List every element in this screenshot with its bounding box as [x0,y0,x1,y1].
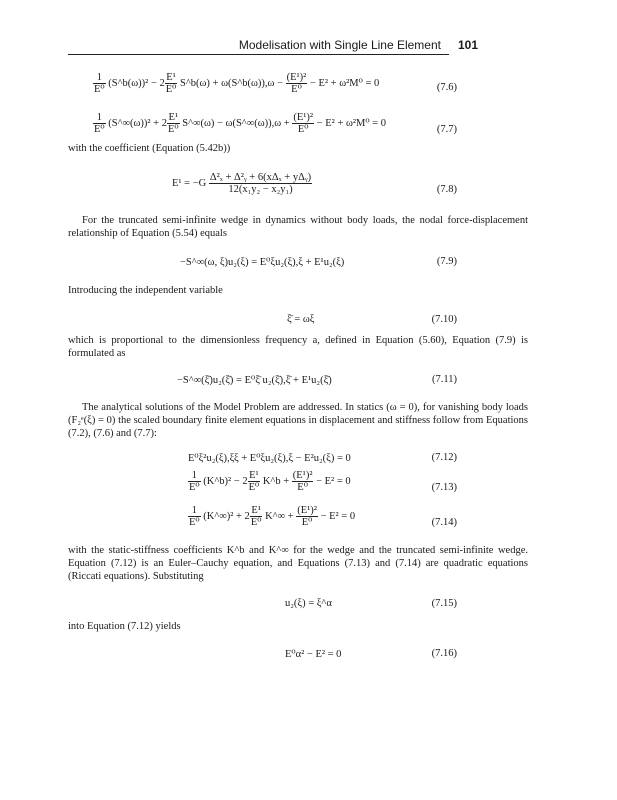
equation-number: (7.12) [431,452,457,463]
book-page: Modelisation with Single Line Element 101 $\frac{1}{\text{E⁰}}$ (S^b(ω))² − 2 $\frac{\text{E¹}}{\text{E⁰}}$ S^b(ω) + ω(S^b(ω)),ω − $\frac{\text{(E¹)²}}{\text{E⁰}}$ − E² + ω²M⁰ = 0 (7.6) $\frac{1}{\text{E⁰}}$ (S^∞(ω))² + 2 $\frac{\text{E¹}}{\text{E⁰}}$ S^∞(ω) − ω(S^∞(ω)),ω + $\frac{\text{(E¹)²}}{\text{E⁰}}$ − E² + ω²M⁰ = 0 (7.7) with the coefficient (Equation (5.42b)) E¹ = −G $\frac{\text{Δ²ₓ + Δ²ᵧ + 6(xΔₓ + yΔᵧ)}}{\text{12(x₁y₂ − x₂y₁)}}$ (7.8) For the truncated semi-infinite wedge in dynamics without body loads, the nodal force-displacement relationship of Equation (5.54) equals −S^∞(ω, ξ)u₂(ξ) = E⁰ξu₂(ξ),ξ + E¹u₂(ξ) (7.9) Introducing the independent variable ξ̄ = ωξ (7.10) which is proportional to the dimensionless frequency a, defined in Equation (5.60), Equation (7.9) is formulated as −S^∞(ξ̄)u₂(ξ̄) = E⁰ξ̄ u₂(ξ̄),ξ̄ + E¹u₂(ξ̄) (7.11) The analytical solutions of the Model Problem are addressed. In statics (ω = 0), for vanishing body loads (F₂ᵉ(ξ) = 0) the scaled boundary finite element equations in displacement and stiffness follow from Equations (7.2), (7.6) and (7.7): E⁰ξ²u₂(ξ),ξξ + E⁰ξu₂(ξ),ξ − E²u₂(ξ) = 0 (7.12) $\frac{1}{\text{E⁰}}$ (K^b)² − 2 $\frac{\text{E¹}}{\text{E⁰}}$ K^b + $\frac{\text{(E¹)²}}{\text{E⁰}}$ − E² = 0 (7.13) $\frac{1}{\text{E⁰}}$ (K^∞)² + 2 $\frac{\text{E¹}}{\text{E⁰}}$ K^∞ + $\frac{\text{(E¹)²}}{\text{E⁰}}$ − E² = 0 (7.14) with the static-stiffness coefficients K^b and K^∞ for the wedge and the truncated semi-infinite wedge. Equation (7.12) is an Euler–Cauchy equation, and Equations (7.13) and (7.14) are quadratic equations (Riccati equations). Substituting u₂(ξ) = ξ^α (7.15) into Equation (7.12) yields E⁰α² − E² = 0 (7.16) [68,38,528,660]
paragraph: into Equation (7.12) yields [68,621,181,632]
equation-number: (7.16) [431,648,457,659]
fraction: $\frac{1}{\text{E⁰}}$ [94,72,105,96]
paragraph: The analytical solutions of the Model Problem are addressed. In statics (ω = 0), for vanishing body loads (F₂ᵉ(ξ) = 0) the scaled boundary finite element equations in displacement and stiffness follow from Equations (7.2), (7.6) and (7.7): [68,402,528,439]
equation-number: (7.8) [436,184,457,195]
paragraph: For the truncated semi-infinite wedge in dynamics without body loads, the nodal force-displacement relationship of Equation (5.54) equals [68,215,528,239]
running-title: Modelisation with Single Line Element [238,38,441,52]
paragraph: Introducing the independent variable [68,285,223,296]
equation-number: (7.11) [432,374,457,385]
paragraph: with the coefficient (Equation (5.42b)) [68,143,231,154]
equation-number: (7.9) [436,256,457,267]
equation-number: (7.14) [431,517,457,528]
paragraph: which is proportional to the dimensionless frequency a, defined in Equation (5.60), Equation (7.9) is formulated as [68,335,528,359]
paragraph: with the static-stiffness coefficients K^b and K^∞ for the wedge and the truncated semi-infinite wedge. Equation (7.12) is an Euler–Cauchy equation, and Equations (7.13) and (7.14) are quadratic equations (Riccati equations). Substituting [68,545,528,582]
equation-number: (7.13) [431,482,457,493]
equation-number: (7.7) [436,124,457,135]
page-number: 101 [458,38,479,52]
equation-number: (7.10) [431,314,457,325]
running-header [68,36,449,55]
equation-number: (7.15) [431,598,457,609]
equation-number: (7.6) [436,82,457,93]
